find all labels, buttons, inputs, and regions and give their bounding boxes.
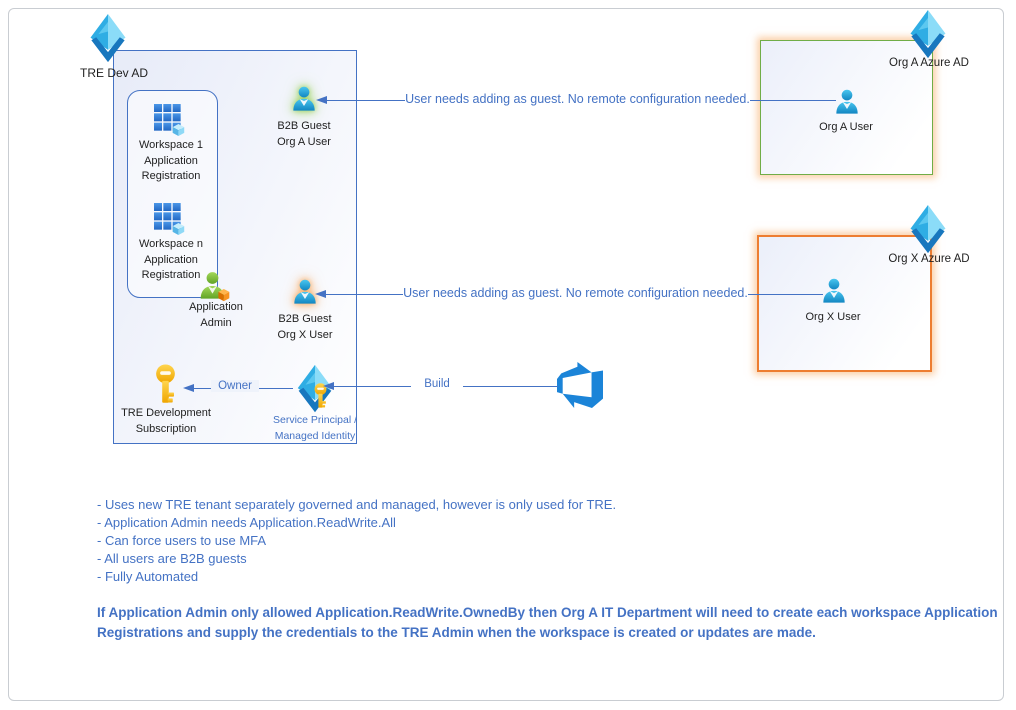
workspace1-app-registration-label — [121, 138, 221, 185]
arrowhead-left-icon — [315, 290, 326, 298]
azure-ad-icon — [907, 9, 949, 60]
service-principal-label — [267, 413, 363, 444]
org-a-tenant-label: Org A Azure AD — [889, 57, 969, 69]
azure-devops-icon — [557, 362, 603, 408]
label-line: Org X User — [277, 328, 333, 341]
connector-build-label: Build — [411, 378, 463, 390]
tre-development-subscription-label — [116, 406, 216, 437]
label-line: Service Principal / — [272, 414, 358, 426]
note-bold-line: If Application Admin only allowed Application.ReadWrite.OwnedBy then Org A IT Department will need to create each workspace Application — [97, 605, 998, 620]
note-bold-line: Registrations and supply the credentials to the TRE Admin when the workspace is created or updates are made. — [97, 624, 816, 640]
label-line: Org A User — [277, 135, 331, 148]
app-grid-cube-icon — [154, 203, 186, 235]
note-bullet: - All users are B2B guests — [97, 551, 247, 566]
user-person-icon — [821, 277, 847, 304]
connector-owner-label: Owner — [211, 380, 259, 392]
label-line: Registration — [141, 170, 201, 182]
admin-person-cube-icon — [199, 270, 231, 302]
note-bullet: - Fully Automated — [97, 569, 199, 584]
arrowhead-left-icon — [183, 384, 194, 392]
key-icon — [152, 364, 179, 405]
application-admin-label — [166, 300, 266, 331]
label-line: Workspace 1 — [139, 139, 203, 151]
azure-ad-icon — [87, 13, 129, 64]
connector-org-x-note: User needs adding as guest. No remote configuration needed. — [403, 286, 748, 300]
label-line: Subscription — [135, 422, 197, 435]
user-person-icon — [834, 88, 860, 115]
connector-org-a-note: User needs adding as guest. No remote configuration needed. — [405, 92, 750, 106]
label-line: TRE Development — [121, 407, 211, 419]
notes-bold-paragraph — [97, 603, 998, 642]
label-line: Application — [144, 253, 198, 266]
label-line: Admin — [200, 316, 232, 329]
note-bullet: - Can force users to use MFA — [97, 533, 267, 548]
notes-bullet-list — [97, 496, 616, 586]
label-line: Application — [189, 301, 243, 313]
b2b-guest-org-a-label — [264, 119, 344, 150]
label-line: Application — [144, 154, 198, 167]
org-a-user-label: Org A User — [819, 121, 873, 133]
label-line: B2B Guest — [277, 120, 331, 132]
note-bullet: - Application Admin needs Application.ReadWrite.All — [97, 515, 396, 530]
org-x-user-label: Org X User — [805, 311, 861, 323]
label-line: Registration — [141, 269, 201, 281]
arrowhead-left-icon — [323, 382, 334, 390]
label-line: Workspace n — [139, 238, 203, 250]
b2b-guest-org-x-label — [265, 312, 345, 343]
arrowhead-left-icon — [316, 96, 327, 104]
tre-tenant-label: TRE Dev AD — [80, 66, 149, 80]
azure-ad-icon — [907, 204, 949, 255]
note-bullet: - Uses new TRE tenant separately governed and managed, however is only used for TRE. — [97, 497, 617, 512]
label-line: B2B Guest — [278, 313, 332, 325]
label-line: Managed Identity — [274, 429, 356, 442]
org-x-tenant-label: Org X Azure AD — [888, 253, 970, 265]
user-person-icon — [291, 85, 317, 112]
app-grid-cube-icon — [154, 104, 186, 136]
